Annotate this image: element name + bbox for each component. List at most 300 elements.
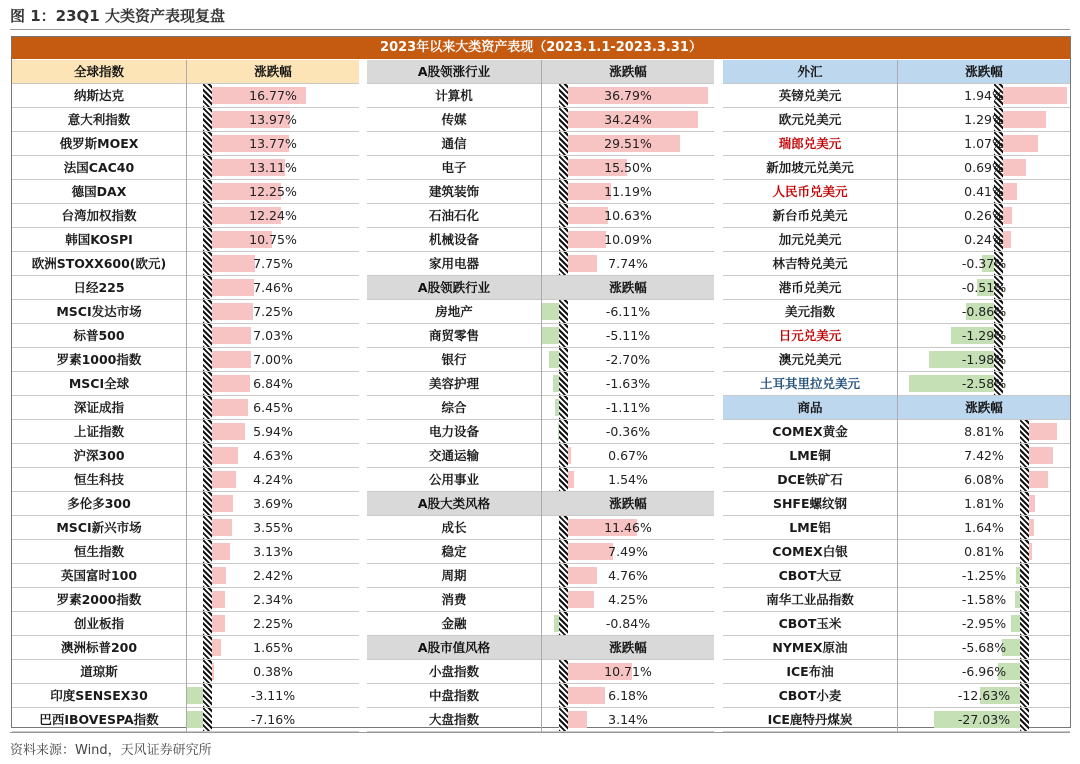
change-value: 7.03% [253,328,293,343]
change-cell [542,396,714,420]
table-row [12,684,358,708]
row-label: 家用电器 [367,252,541,276]
table-row [723,300,1069,324]
column-header-change: 涨跌幅 [898,396,1070,420]
change-value: 4.76% [608,568,648,583]
change-value: 7.42% [964,448,1004,463]
row-label: 德国DAX [12,180,186,204]
row-label: 计算机 [367,84,541,108]
row-label: MSCI发达市场 [12,300,186,324]
change-value: 15.50% [604,160,652,175]
table-row [12,612,358,636]
change-cell [187,564,359,588]
change-value: 0.26% [964,208,1004,223]
change-value: -0.37% [961,256,1007,271]
table-row [723,564,1069,588]
change-value: 0.69% [964,160,1004,175]
change-value: 0.38% [253,664,293,679]
table-row [723,324,1069,348]
row-label: 商贸零售 [367,324,541,348]
change-cell [542,300,714,324]
row-label: 多伦多300 [12,492,186,516]
change-cell [898,564,1070,588]
change-value: 11.19% [604,184,652,199]
table-row [367,252,713,276]
table-row [723,228,1069,252]
row-label: 稳定 [367,540,541,564]
table-row [723,636,1069,660]
change-value: 5.94% [253,424,293,439]
row-label: COMEX白银 [723,540,897,564]
change-value: 3.13% [253,544,293,559]
table-row [723,132,1069,156]
row-label: 港币兑美元 [723,276,897,300]
change-value: -0.84% [605,616,651,631]
change-cell [187,180,359,204]
row-label: ICE布油 [723,660,897,684]
row-label: 罗素2000指数 [12,588,186,612]
table-row [723,492,1069,516]
row-label: 罗素1000指数 [12,348,186,372]
row-label: 标普500 [12,324,186,348]
change-cell [898,180,1070,204]
change-value: 10.09% [604,232,652,247]
table-banner: 2023年以来大类资产表现（2023.1.1-2023.3.31） [12,37,1070,59]
table-row [723,252,1069,276]
change-cell [898,588,1070,612]
change-cell [187,468,359,492]
change-cell [542,468,714,492]
row-label: 土耳其里拉兑美元 [723,372,897,396]
header-row [367,276,713,300]
row-label: 巴西IBOVESPA指数 [12,708,186,732]
table-row [367,588,713,612]
change-cell [898,372,1070,396]
change-value: 34.24% [604,112,652,127]
change-value: 10.75% [249,232,297,247]
change-cell [898,468,1070,492]
row-label: 成长 [367,516,541,540]
change-cell [542,372,714,396]
change-cell [898,636,1070,660]
table-row [723,180,1069,204]
table-row [723,468,1069,492]
column-header-change: 涨跌幅 [542,492,714,516]
change-value: 7.25% [253,304,293,319]
change-cell [187,660,359,684]
change-cell [542,612,714,636]
column-header-name: A股大类风格 [367,492,541,516]
change-cell [187,156,359,180]
row-label: 周期 [367,564,541,588]
change-cell [542,540,714,564]
row-label: CBOT玉米 [723,612,897,636]
top-rule [10,29,1070,30]
row-label: 中盘指数 [367,684,541,708]
row-label: DCE铁矿石 [723,468,897,492]
table-row [367,444,713,468]
change-value: 36.79% [604,88,652,103]
table-row [723,84,1069,108]
change-cell [542,156,714,180]
change-cell [542,708,714,732]
change-cell [542,84,714,108]
table-row [367,300,713,324]
row-label: LME铝 [723,516,897,540]
change-value: 4.63% [253,448,293,463]
asset-performance-table [11,36,1071,728]
change-cell [542,204,714,228]
table-row [367,396,713,420]
change-value: 13.11% [249,160,297,175]
change-cell [542,228,714,252]
row-label: 综合 [367,396,541,420]
row-label: NYMEX原油 [723,636,897,660]
change-value: 3.14% [608,712,648,727]
row-label: ICE鹿特丹煤炭 [723,708,897,732]
row-label: SHFE螺纹钢 [723,492,897,516]
change-cell [187,708,359,732]
row-label: 南华工业品指数 [723,588,897,612]
row-label: 金融 [367,612,541,636]
change-cell [187,300,359,324]
change-value: -7.16% [250,712,296,727]
change-value: 12.24% [249,208,297,223]
row-label: 印度SENSEX30 [12,684,186,708]
change-cell [187,636,359,660]
row-label: 人民币兑美元 [723,180,897,204]
table-row [12,156,358,180]
row-label: 韩国KOSPI [12,228,186,252]
table-row [12,564,358,588]
change-value: 6.18% [608,688,648,703]
table-row [723,588,1069,612]
change-value: 6.84% [253,376,293,391]
row-label: 大盘指数 [367,708,541,732]
figure-title: 图 1：23Q1 大类资产表现复盘 [10,7,225,25]
table-row [367,108,713,132]
table-row [367,708,713,732]
row-label: 日经225 [12,276,186,300]
table-row [367,540,713,564]
row-label: 英国富时100 [12,564,186,588]
row-label: 加元兑美元 [723,228,897,252]
table-row [367,204,713,228]
change-value: 4.25% [608,592,648,607]
row-label: 澳洲标普200 [12,636,186,660]
column-header-name: 外汇 [723,60,897,84]
change-value: 10.63% [604,208,652,223]
row-label: 沪深300 [12,444,186,468]
change-cell [542,420,714,444]
row-label: 上证指数 [12,420,186,444]
change-value: -2.70% [605,352,651,367]
change-cell [187,684,359,708]
row-label: 房地产 [367,300,541,324]
column-header-name: A股领跌行业 [367,276,541,300]
change-cell [187,132,359,156]
change-value: -5.11% [605,328,651,343]
table-row [367,228,713,252]
change-cell [542,660,714,684]
table-row [12,396,358,420]
change-value: -5.68% [961,640,1007,655]
change-cell [187,540,359,564]
header-row [12,60,358,84]
change-value: -2.58% [961,376,1007,391]
row-label: 纳斯达克 [12,84,186,108]
change-cell [187,396,359,420]
bottom-rule [10,732,1070,733]
table-row [723,660,1069,684]
change-value: -6.11% [605,304,651,319]
change-value: -6.96% [961,664,1007,679]
change-cell [187,204,359,228]
row-label: 林吉特兑美元 [723,252,897,276]
change-value: 6.45% [253,400,293,415]
change-value: 0.81% [964,544,1004,559]
change-value: 10.71% [604,664,652,679]
change-cell [542,324,714,348]
column-header-change: 涨跌幅 [542,276,714,300]
column-header-name: A股市值风格 [367,636,541,660]
row-label: 欧元兑美元 [723,108,897,132]
row-label: CBOT小麦 [723,684,897,708]
table-row [12,444,358,468]
change-cell [898,444,1070,468]
change-value: 1.54% [608,472,648,487]
row-label: 道琼斯 [12,660,186,684]
table-row [12,348,358,372]
row-label: 恒生指数 [12,540,186,564]
change-value: 7.49% [608,544,648,559]
header-row [723,396,1069,420]
header-row [723,60,1069,84]
table-row [12,276,358,300]
row-label: 日元兑美元 [723,324,897,348]
row-label: 欧洲STOXX600(欧元) [12,252,186,276]
change-cell [542,564,714,588]
change-value: 2.25% [253,616,293,631]
change-value: 4.24% [253,472,293,487]
table-row [12,516,358,540]
change-value: -3.11% [250,688,296,703]
change-value: 1.81% [964,496,1004,511]
change-value: -1.11% [605,400,651,415]
change-cell [187,84,359,108]
change-value: 2.34% [253,592,293,607]
change-value: -0.86% [961,304,1007,319]
table-row [367,612,713,636]
table-row [367,84,713,108]
table-row [723,684,1069,708]
table-row [723,612,1069,636]
change-value: 13.97% [249,112,297,127]
table-row [723,444,1069,468]
change-value: 11.46% [604,520,652,535]
row-label: 创业板指 [12,612,186,636]
change-value: 7.75% [253,256,293,271]
change-value: -1.58% [961,592,1007,607]
table-row [367,324,713,348]
table-row [723,156,1069,180]
change-cell [542,132,714,156]
column-header-change: 涨跌幅 [542,636,714,660]
row-label: 意大利指数 [12,108,186,132]
change-cell [898,660,1070,684]
change-cell [898,540,1070,564]
table-row [723,708,1069,732]
change-cell [898,228,1070,252]
row-label: 新加坡元兑美元 [723,156,897,180]
table-row [12,228,358,252]
row-label: 通信 [367,132,541,156]
row-label: CBOT大豆 [723,564,897,588]
change-value: 2.42% [253,568,293,583]
table-row [12,540,358,564]
change-value: -1.63% [605,376,651,391]
table-row [12,132,358,156]
change-value: 1.65% [253,640,293,655]
change-cell [187,612,359,636]
change-cell [898,84,1070,108]
table-row [12,324,358,348]
row-label: 新台币兑美元 [723,204,897,228]
change-cell [187,324,359,348]
column-header-change: 涨跌幅 [187,60,359,84]
table-row [367,348,713,372]
table-row [723,276,1069,300]
table-row [723,372,1069,396]
change-cell [187,348,359,372]
header-row [367,492,713,516]
table-row [12,660,358,684]
row-label: 公用事业 [367,468,541,492]
column-header-name: 全球指数 [12,60,186,84]
change-value: 12.25% [249,184,297,199]
table-row [367,564,713,588]
change-value: -0.36% [605,424,651,439]
row-label: LME铜 [723,444,897,468]
row-label: 建筑装饰 [367,180,541,204]
change-cell [898,252,1070,276]
row-label: 银行 [367,348,541,372]
change-value: 1.07% [964,136,1004,151]
row-label: COMEX黄金 [723,420,897,444]
row-label: 小盘指数 [367,660,541,684]
change-cell [542,108,714,132]
table-row [12,492,358,516]
column-header-name: 商品 [723,396,897,420]
table-row [12,180,358,204]
row-label: 电力设备 [367,420,541,444]
table-row [12,300,358,324]
change-value: 6.08% [964,472,1004,487]
column-header-change: 涨跌幅 [898,60,1070,84]
change-value: 7.46% [253,280,293,295]
change-cell [898,324,1070,348]
row-label: 英镑兑美元 [723,84,897,108]
change-value: 0.24% [964,232,1004,247]
row-label: 瑞郎兑美元 [723,132,897,156]
change-value: -12.63% [957,688,1011,703]
change-cell [542,348,714,372]
table-row [367,684,713,708]
change-value: 7.00% [253,352,293,367]
row-label: 俄罗斯MOEX [12,132,186,156]
change-value: 8.81% [964,424,1004,439]
table-row [723,348,1069,372]
change-value: -27.03% [957,712,1011,727]
table-row [12,252,358,276]
table-row [367,420,713,444]
row-label: 消费 [367,588,541,612]
table-row [367,132,713,156]
header-row [367,60,713,84]
change-value: 16.77% [249,88,297,103]
change-value: -1.29% [961,328,1007,343]
change-cell [898,516,1070,540]
change-cell [898,204,1070,228]
table-row [12,708,358,732]
row-label: 深证成指 [12,396,186,420]
change-cell [898,612,1070,636]
change-cell [542,684,714,708]
table-row [12,420,358,444]
change-value: -0.51% [961,280,1007,295]
table-row [12,372,358,396]
change-cell [898,348,1070,372]
row-label: 台湾加权指数 [12,204,186,228]
table-row [12,588,358,612]
table-row [367,372,713,396]
change-cell [187,420,359,444]
table-row [367,180,713,204]
change-value: 1.29% [964,112,1004,127]
change-cell [542,588,714,612]
table-row [367,156,713,180]
column-header-name: A股领涨行业 [367,60,541,84]
change-cell [187,588,359,612]
table-row [367,516,713,540]
row-label: 机械设备 [367,228,541,252]
table-row [367,468,713,492]
change-cell [898,684,1070,708]
change-cell [542,516,714,540]
table-row [367,660,713,684]
table-row [12,204,358,228]
change-cell [898,276,1070,300]
change-cell [898,108,1070,132]
table-row [723,540,1069,564]
change-value: -1.98% [961,352,1007,367]
change-cell [187,228,359,252]
change-cell [542,444,714,468]
change-value: -1.25% [961,568,1007,583]
change-value: 0.41% [964,184,1004,199]
change-cell [542,180,714,204]
change-cell [187,372,359,396]
row-label: 美元指数 [723,300,897,324]
table-row [723,420,1069,444]
row-label: 石油石化 [367,204,541,228]
change-cell [542,252,714,276]
table-row [12,108,358,132]
table-row [723,204,1069,228]
row-label: 法国CAC40 [12,156,186,180]
change-cell [898,156,1070,180]
change-value: 13.77% [249,136,297,151]
